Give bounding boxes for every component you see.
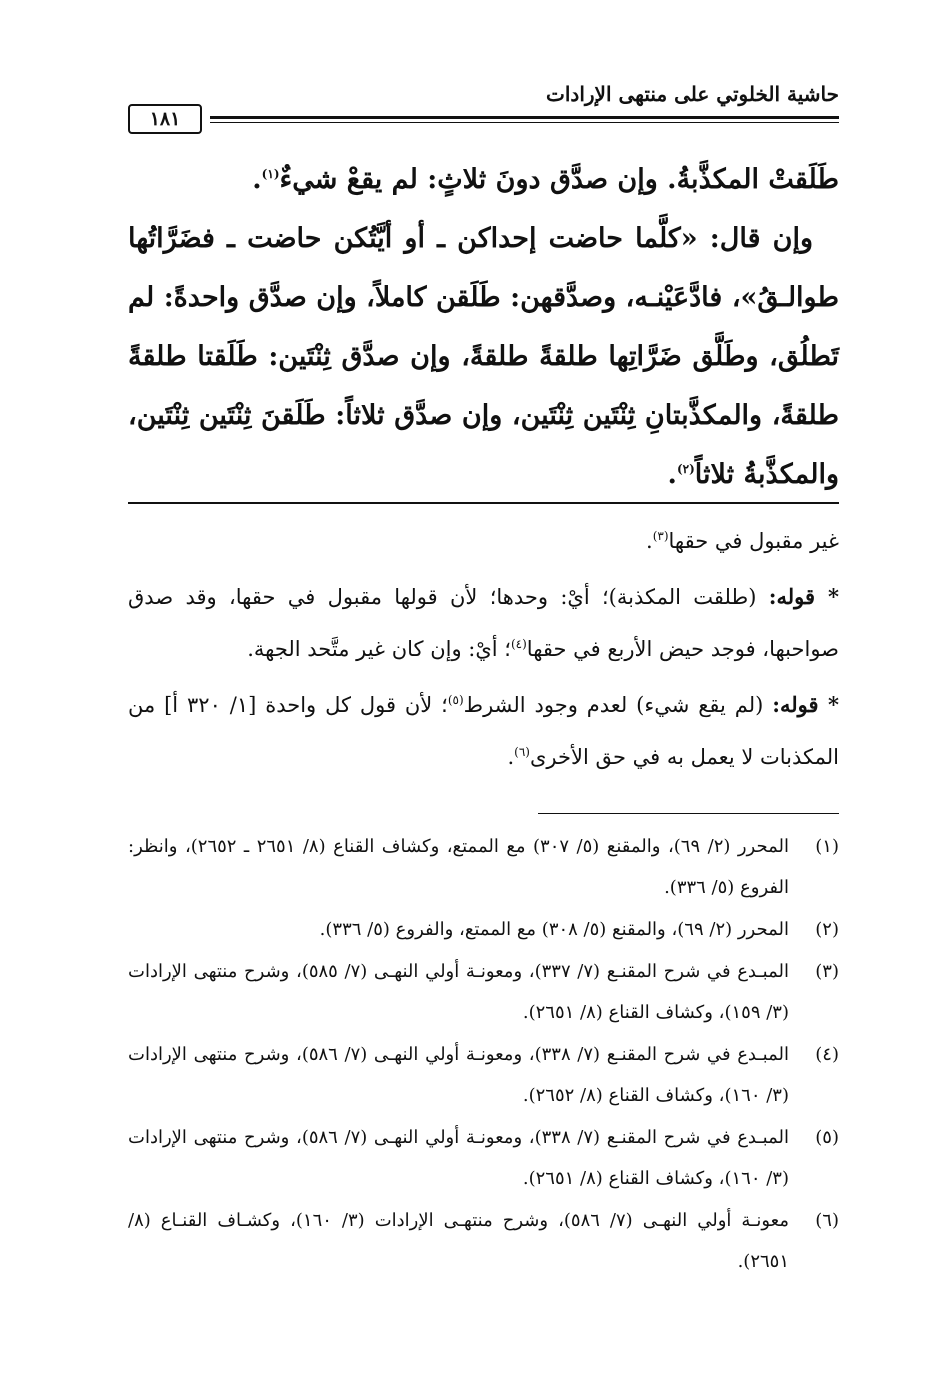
commentary [128, 515, 839, 787]
footnote-item [128, 1034, 839, 1116]
footnote-number: (١) [815, 836, 839, 857]
running-title: حاشية الخلوتي على منتهى الإرادات [546, 82, 839, 106]
commentary-paragraph-2 [128, 571, 839, 675]
footnote-text: المبـدع في شرح المقنـع (٧/ ٣٣٧)، ومعونـة أولي النهـى (٧/ ٥٨٥)، وشرح منتهى الإرادات (٣/ ١٥٩)، وكشاف القناع (٨/ ٢٦٥١). [128, 961, 789, 1023]
footnote-number: (٥) [815, 1127, 839, 1148]
footnote-item [128, 909, 839, 950]
commentary-2-text-b: ؛ أيْ: وإن كان غير متَّحد الجهة. [247, 637, 511, 661]
commentary-3-text-b: ؛ لأن قول كل واحدة [١/ ٣٢٠ أ] من المكذبات لا يعمل به في حق الأخرى [128, 693, 839, 769]
footnote-text: المبـدع في شرح المقنـع (٧/ ٣٣٨)، ومعونـة أولي النهـى (٧/ ٥٨٦)، وشرح منتهى الإرادات (٣/ ١٦٠)، وكشاف القناع (٨/ ٢٦٥٢). [128, 1044, 789, 1106]
footnote-ref-6: (٦) [514, 745, 530, 759]
footnote-text: المحرر (٢/ ٦٩)، والمقنع (٥/ ٣٠٧) مع الممتع، وكشاف القناع (٨/ ٢٦٥١ ـ ٢٦٥٢)، وانظر: الفروع (٥/ ٣٣٦). [128, 836, 789, 898]
running-header [128, 80, 839, 130]
footnote-number: (٦) [815, 1210, 839, 1231]
commentary-3-end: . [507, 745, 515, 769]
footnote-item [128, 951, 839, 1033]
commentary-2-text-a: (طلقت المكذبة)؛ أيْ: وحدها؛ لأن قولها مقبول في حقها، وقد صدق صواحبها، فوجد حيض الأربع في حقها [128, 585, 839, 661]
main-paragraph-2-end: . [667, 459, 677, 490]
footnote-item [128, 1200, 839, 1282]
main-text [128, 150, 839, 504]
footnotes-divider [538, 813, 839, 814]
footnote-ref-1: (١) [261, 167, 280, 181]
footnotes [128, 826, 839, 1283]
footnote-ref-3: (٣) [652, 529, 669, 543]
footnote-ref-2: (٢) [676, 462, 695, 476]
main-paragraph-1-text: طَلَقتْ المكذَّبةُ. وإن صدَّق دونَ ثلاثٍ: لم يقعْ شيءٌ [279, 164, 839, 195]
commentary-paragraph-1 [128, 515, 839, 567]
commentary-3-text-a: (لم يقع شيء) لعدم وجود الشرط [463, 693, 764, 717]
footnote-ref-4: (٤) [510, 637, 527, 651]
main-paragraph-2 [128, 209, 839, 504]
commentary-2-lead: * قوله: [768, 584, 839, 609]
commentary-1-end: . [646, 529, 653, 553]
commentary-paragraph-3 [128, 679, 839, 783]
footnote-number: (٢) [815, 919, 839, 940]
commentary-3-lead: * قوله: [772, 692, 839, 717]
footnote-item [128, 826, 839, 908]
footnote-item [128, 1117, 839, 1199]
footnote-text: معونـة أولي النهـى (٧/ ٥٨٦)، وشرح منتهـى الإرادات (٣/ ١٦٠)، وكشـاف القنـاع (٨/ ٢٦٥١). [128, 1210, 789, 1272]
main-paragraph-1-end: . [252, 164, 262, 195]
page-number: ١٨١ [128, 104, 202, 134]
main-paragraph-1 [128, 150, 839, 209]
commentary-1-text: غير مقبول في حقها [668, 529, 839, 553]
footnote-text: المحرر (٢/ ٦٩)، والمقنع (٥/ ٣٠٨) مع الممتع، والفروع (٥/ ٣٣٦). [319, 919, 789, 940]
footnote-ref-5: (٥) [447, 693, 464, 707]
main-paragraph-2-text: وإن قال: «كلَّما حاضت إحداكن ـ أو أيَّتُكن حاضت ـ فضَرَّاتُها طوالـقُ»، فادَّعَيْنـه، وصدَّقهن: طَلَقن كاملاً، وإن صدَّق واحدةً: لم تَطلُق، وطَلَّق ضَرَّاتِها طلقةً طلقةً، وإن صدَّق ثِنْتَين: طَلَقتا طلقةً طلقةً، والمكذَّبتانِ ثِنْتَين ثِنْتَين، وإن صدَّق ثلاثاً: طَلَقنَ ثِنْتَين ثِنْتَين، والمكذَّبةُ ثلاثاً [128, 223, 839, 490]
footnote-text: المبـدع في شرح المقنـع (٧/ ٣٣٨)، ومعونـة أولي النهـى (٧/ ٥٨٦)، وشرح منتهى الإرادات (٣/ ١٦٠)، وكشاف القناع (٨/ ٢٦٥١). [128, 1127, 789, 1189]
header-rule [210, 116, 839, 123]
footnote-number: (٣) [815, 961, 839, 982]
main-text-divider [128, 502, 839, 504]
footnote-number: (٤) [815, 1044, 839, 1065]
